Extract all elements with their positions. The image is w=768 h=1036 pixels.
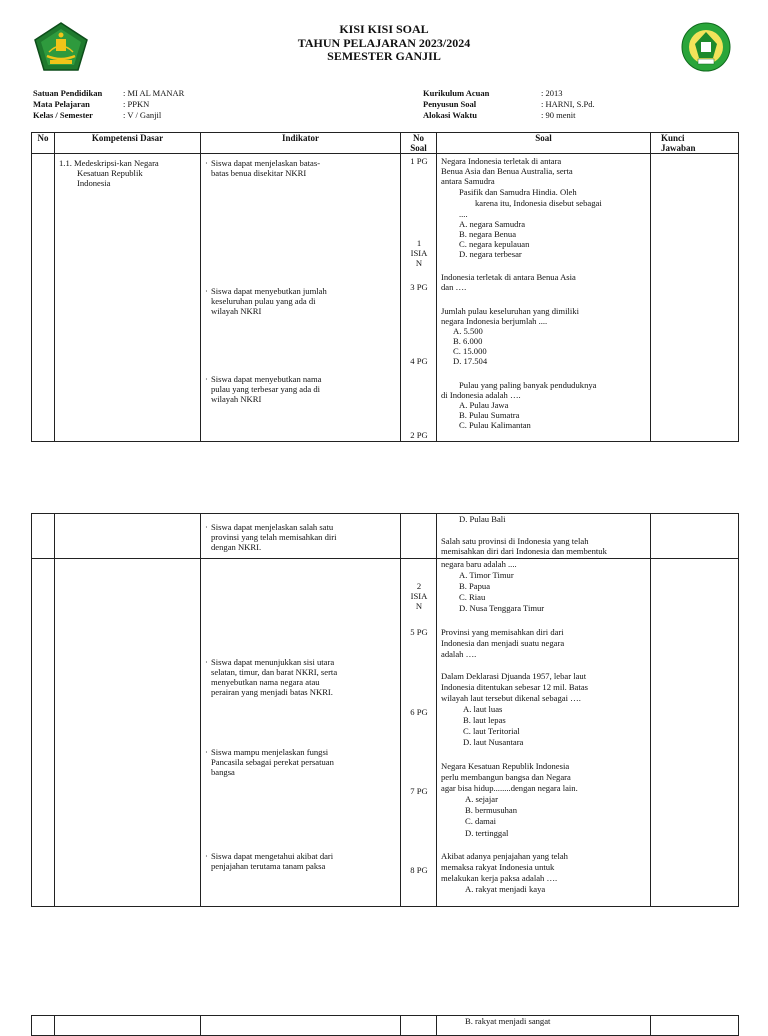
kisi-kisi-table-3 <box>31 1015 739 1036</box>
table-row <box>32 154 739 442</box>
cell-kd <box>55 559 201 907</box>
cell-indikator: · Siswa dapat menjelaskan batas- batas benua disekitar NKRI · Siswa dapat menyebutkan jumlah keseluruhan pulau yang ada di wilayah NKRI · Siswa dapat menyebutkan nama pulau yang terbesar yang ada di wilayah NKRI <box>201 154 401 442</box>
table-row <box>32 559 739 907</box>
col-soal: Soal <box>437 133 651 154</box>
table-row <box>32 514 739 559</box>
kisi-kisi-table-2 <box>31 513 739 907</box>
cell-no <box>32 514 55 559</box>
col-no: No <box>32 133 55 154</box>
table-row <box>32 1016 739 1036</box>
cell-soal: D. Pulau Bali Salah satu provinsi di Indonesia yang telah memisahkan diri dari Indonesia dan membentuk <box>437 514 651 559</box>
col-indikator: Indikator <box>201 133 401 154</box>
col-kompetensi-dasar: Kompetensi Dasar <box>55 133 201 154</box>
cell-kd <box>55 514 201 559</box>
cell-no-soal: 2 ISIA N 5 PG 6 PG 7 PG 8 PG <box>401 559 437 907</box>
cell-kunci <box>651 1016 739 1036</box>
cell-no <box>32 154 55 442</box>
cell-kd <box>55 1016 201 1036</box>
cell-indikator <box>201 1016 401 1036</box>
meta-left: Satuan Pendidikan : MI AL MANAR Mata Pelajaran : PPKN Kelas / Semester : V / Ganjil <box>33 88 185 120</box>
cell-kunci <box>651 559 739 907</box>
madrasah-logo <box>681 22 731 72</box>
cell-soal: negara baru adalah .... A. Timor Timur B. Papua C. Riau D. Nusa Tenggara Timur Provinsi yang memisahkan diri dari Indonesia dan menjadi suatu negara adalah …. Dalam Deklarasi Djuanda 1957, lebar laut Indonesia ditentukan sebesar 12 mil. Batas wilayah laut tersebut dikenal sebagai …. A. laut luas B. laut lepas C. laut Teritorial D. laut Nusantara Negara Kesatuan Republik Indonesia perlu membangun bangsa dan Negara agar bisa hidup........dengan negara lain. A. sejajar B. bermusuhan C. damai D. tertinggal Akibat adanya penjajahan yang telah memaksa rakyat Indonesia untuk melakukan kerja paksa adalah …. A. rakyat menjadi kaya <box>437 559 651 907</box>
col-no-soal: No Soal <box>401 133 437 154</box>
cell-no-soal <box>401 1016 437 1036</box>
document-title: KISI KISI SOAL TAHUN PELAJARAN 2023/2024 SEMESTER GANJIL <box>297 22 471 63</box>
cell-soal: Negara Indonesia terletak di antara Benua Asia dan Benua Australia, serta antara Samudra Pasifik dan Samudra Hindia. Oleh karena itu, Indonesia disebut sebagai .... A. negara Samudra B. negara Benua C. negara kepulauan D. negara terbesar Indonesia terletak di antara Benua Asia dan …. Jumlah pulau keseluruhan yang dimiliki negara Indonesia berjumlah .... A. 5.500 B. 6.000 C. 15.000 D. 17.504 Pulau yang paling banyak penduduknya di Indonesia adalah …. A. Pulau Jawa B. Pulau Sumatra C. Pulau Kalimantan <box>437 154 651 442</box>
kisi-kisi-table-1 <box>31 132 739 442</box>
cell-no-soal: 1 PG 1 ISIA N 3 PG 4 PG 2 PG <box>401 154 437 442</box>
cell-kunci <box>651 514 739 559</box>
meta-right: Kurikulum Acuan : 2013 Penyusun Soal : HARNI, S.Pd. Alokasi Waktu : 90 menit <box>423 88 595 120</box>
cell-no-soal <box>401 514 437 559</box>
cell-indikator: · Siswa dapat menunjukkan sisi utara selatan, timur, dan barat NKRI, serta menyebutkan nama negara atau perairan yang menjadi batas NKRI. · Siswa mampu menjelaskan fungsi Pancasila sebagai perekat persatuan bangsa · Siswa dapat mengetahui akibat dari penjajahan terutama tanam paksa <box>201 559 401 907</box>
cell-no <box>32 559 55 907</box>
col-kunci-jawaban: Kunci Jawaban <box>651 133 739 154</box>
cell-kunci <box>651 154 739 442</box>
cell-indikator: · Siswa dapat menjelaskan salah satu provinsi yang telah memisahkan diri dengan NKRI. <box>201 514 401 559</box>
cell-soal: B. rakyat menjadi sangat <box>437 1016 651 1036</box>
cell-no <box>32 1016 55 1036</box>
cell-kd: 1.1. Medeskripsi-kan Negara Kesatuan Republik Indonesia <box>55 154 201 442</box>
